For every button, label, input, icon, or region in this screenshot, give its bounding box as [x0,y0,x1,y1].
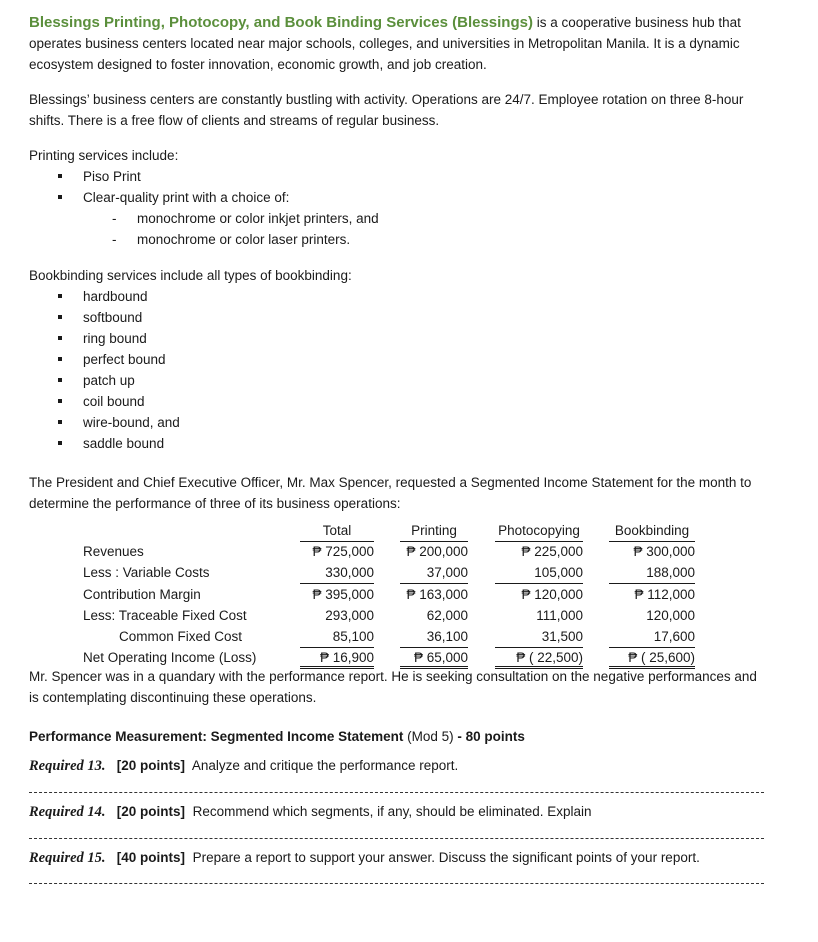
bookbinding-label: Bookbinding services include all types of bookbinding: [29,268,352,283]
cell-value: ₱ 300,000 [633,544,695,559]
performance-module: (Mod 5) [407,729,454,744]
statement-header-row [29,520,764,541]
cell-value: 31,500 [495,626,583,648]
list-item: ring bound [29,328,764,349]
intro-text: is a cooperative business hub that operates business centers located near major schools, colleges, and universities in Metropolitan Manila. It is a dynamic ecosystem designed to foster innovation, economic growth, and job creation. [29,15,741,72]
requirement-text: Prepare a report to support your answer. Discuss the significant points of your report. [192,850,700,865]
cell-value: ₱ ( 22,500) [495,647,583,669]
requirement-15 [29,847,764,869]
performance-points: - 80 points [453,729,525,744]
bookbinding-list [29,286,764,454]
cell-value: 111,000 [536,608,583,623]
cell-value: ₱ 725,000 [312,544,374,559]
requirement-label: Required 15. [29,850,106,866]
list-item: saddle bound [29,433,764,454]
cell-value: 293,000 [325,608,374,623]
cell-value: 105,000 [495,562,583,584]
requirement-label: Required 14. [29,804,106,820]
requirement-points: [20 points] [116,758,186,773]
cell-value: 62,000 [426,608,468,623]
requirement-label: Required 13. [29,758,106,774]
header-photocopying: Photocopying [495,520,583,542]
segmented-income-statement [29,520,764,666]
list-item: perfect bound [29,349,764,370]
cell-value: ₱ 163,000 [406,587,468,602]
dashed-divider [29,792,764,793]
request-paragraph: The President and Chief Executive Officer, Mr. Max Spencer, requested a Segmented Income Statement for the month to determine the performance of three of its business operations: [29,475,752,511]
cell-value: 37,000 [400,562,468,584]
cell-value: ₱ 395,000 [312,587,374,602]
requirement-text: Analyze and critique the performance report. [191,758,459,773]
intro-paragraph [29,12,764,75]
table-row [29,626,764,647]
requirement-13 [29,755,764,777]
requirement-points: [20 points] [116,804,186,819]
cell-value: ₱ 200,000 [406,544,468,559]
list-item: softbound [29,307,764,328]
header-bookbinding: Bookbinding [609,520,695,542]
row-label: Less: Traceable Fixed Cost [83,608,247,623]
cell-value: ₱ 112,000 [634,587,695,602]
operations-paragraph: Blessings’ business centers are constantly bustling with activity. Operations are 24/7. Employee rotation on three 8-hour shifts. There is a free flow of clients and streams of regular business. [29,92,744,128]
cell-value: 188,000 [609,562,695,584]
dashed-divider [29,883,764,884]
cell-value: ₱ 16,900 [300,647,374,669]
closing-paragraph: Mr. Spencer was in a quandary with the performance report. He is seeking consultation on the negative performances and is contemplating discontinuing these operations. [29,669,757,705]
table-row [29,584,764,605]
cell-value: ₱ 120,000 [521,587,583,602]
requirement-14 [29,801,764,823]
dashed-divider [29,838,764,839]
list-item: Clear-quality print with a choice of: [29,187,764,208]
header-printing: Printing [400,520,468,542]
row-label: Less : Variable Costs [83,565,210,580]
performance-title: Performance Measurement: Segmented Income Statement [29,729,404,744]
printing-sublist [29,208,764,250]
table-row [29,605,764,626]
cell-value: 17,600 [609,626,695,648]
cell-value: 36,100 [400,626,468,648]
list-item: - monochrome or color laser printers. [29,229,764,250]
cell-value: ₱ ( 25,600) [609,647,695,669]
printing-list [29,166,764,208]
printing-label: Printing services include: [29,148,179,163]
cell-value: ₱ 225,000 [521,544,583,559]
document-page [29,12,764,892]
cell-value: 330,000 [300,562,374,584]
row-label: Net Operating Income (Loss) [83,650,257,665]
table-row [29,647,764,668]
cell-value: 120,000 [646,608,695,623]
cell-value: ₱ 65,000 [400,647,468,669]
requirement-text: Recommend which segments, if any, should be eliminated. Explain [192,804,592,819]
row-label: Common Fixed Cost [119,629,243,644]
list-item: patch up [29,370,764,391]
requirement-points: [40 points] [116,850,186,865]
list-item: Piso Print [29,166,764,187]
row-label: Contribution Margin [83,587,201,602]
company-name: Blessings Printing, Photocopy, and Book Binding Services (Blessings) [29,14,533,31]
list-item: wire-bound, and [29,412,764,433]
header-total: Total [300,520,374,542]
cell-value: 85,100 [300,626,374,648]
list-item: coil bound [29,391,764,412]
row-label: Revenues [83,544,144,559]
list-item: - monochrome or color inkjet printers, and [29,208,764,229]
table-row [29,541,764,562]
table-row [29,562,764,583]
performance-heading [29,726,764,747]
list-item: hardbound [29,286,764,307]
